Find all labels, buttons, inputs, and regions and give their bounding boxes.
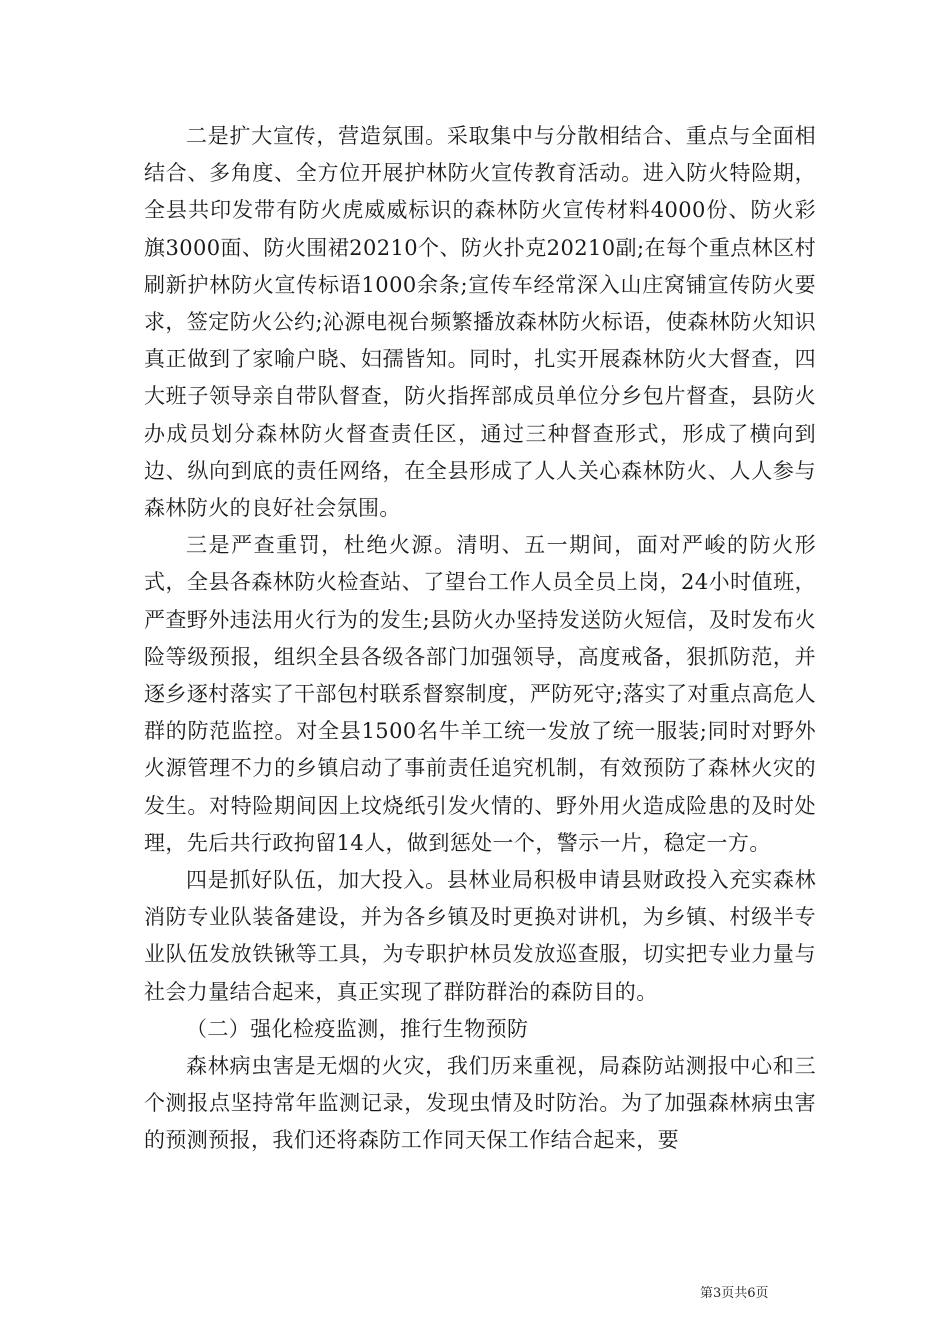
paragraph-pest-control: 森林病虫害是无烟的火灾，我们历来重视，局森防站测报中心和三个测报点坚持常年监测记录，发现虫情及时防治。为了加强森林病虫害的预测预报，我们还将森防工作同天保工作结合起来，要 (144, 1054, 816, 1153)
document-body (144, 118, 816, 1160)
section-heading: （二）强化检疫监测，推行生物预防 (186, 1016, 529, 1041)
paragraph-team-investment: 四是抓好队伍，加大投入。县林业局积极申请县财政投入充实森林消防专业队装备建设，并为各乡镇及时更换对讲机，为乡镇、村级半专业队伍发放铁锹等工具，为专职护林员发放巡查服，切实把专业力量与社会力量结合起来，真正实现了群防群治的森防目的。 (144, 868, 816, 1004)
paragraph-inspection: 三是严查重罚，杜绝火源。清明、五一期间，面对严峻的防火形式，全县各森林防火检查站、了望台工作人员全员上岗，24小时值班，严查野外违法用火行为的发生;县防火办坚持发送防火短信，及时发布火险等级预报，组织全县各级各部门加强领导，高度戒备，狠抓防范，并逐乡逐村落实了干部包村联系督察制度，严防死守;落实了对重点高危人群的防范监控。对全县1500名牛羊工统一发放了统一服装;同时对野外火源管理不力的乡镇启动了事前责任追究机制，有效预防了森林火灾的发生。对特险期间因上坟烧纸引发火情的、野外用火造成险患的及时处理，先后共行政拘留14人，做到惩处一个，警示一片，稳定一方。 (144, 533, 816, 855)
paragraph-publicity: 二是扩大宣传，营造氛围。采取集中与分散相结合、重点与全面相结合、多角度、全方位开展护林防火宣传教育活动。进入防火特险期，全县共印发带有防火虎威威标识的森林防火宣传材料4000份、防火彩旗3000面、防火围裙20210个、防火扑克20210副;在每个重点林区村刷新护林防火宣传标语1000余条;宣传车经常深入山庄窝铺宣传防火要求，签定防火公约;沁源电视台频繁播放森林防火标语，使森林防火知识真正做到了家喻户晓、妇孺皆知。同时，扎实开展森林防火大督查，四大班子领导亲自带队督查，防火指挥部成员单位分乡包片督查，县防火办成员划分森林防火督查责任区，通过三种督查形式，形成了横向到边、纵向到底的责任网络，在全县形成了人人关心森林防火、人人参与森林防火的良好社会氛围。 (144, 124, 816, 521)
page-number: 第3页共6页 (700, 1286, 769, 1301)
